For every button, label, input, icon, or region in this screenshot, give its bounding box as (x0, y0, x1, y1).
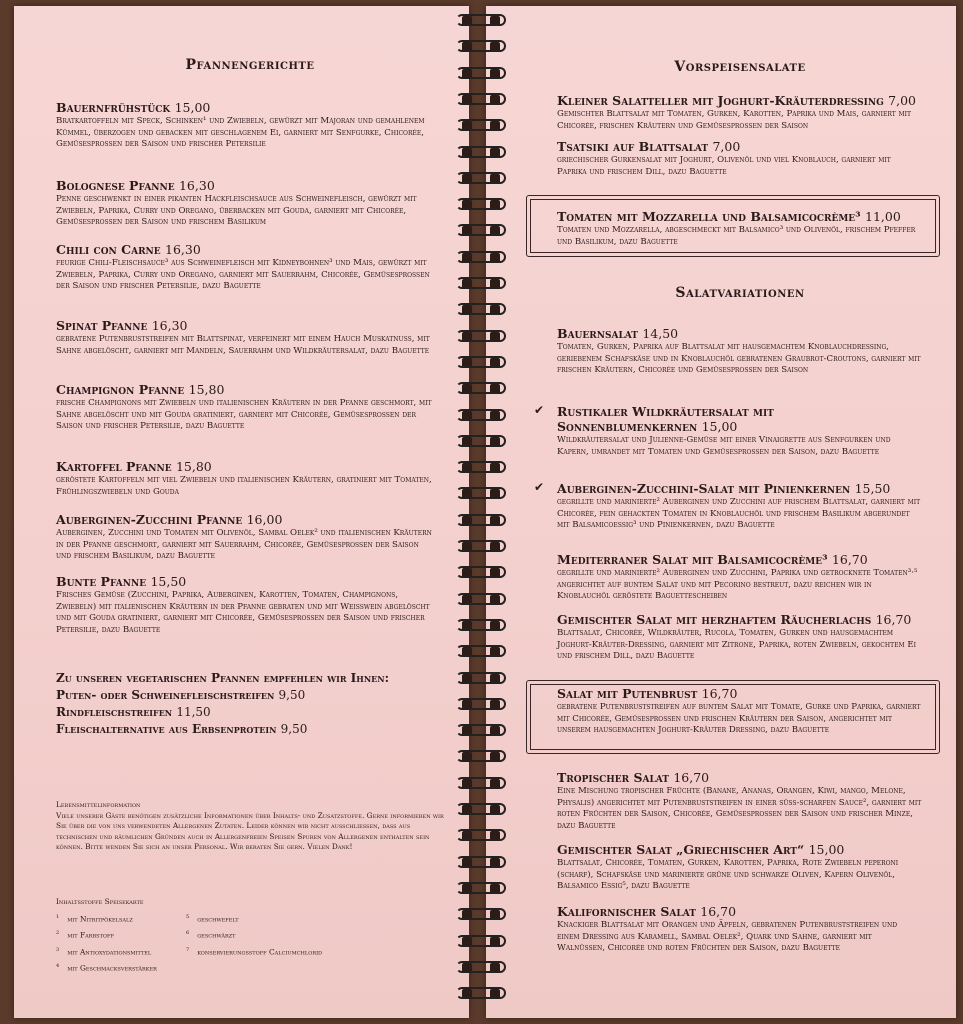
spiral-coil (452, 540, 510, 554)
heading-salatvariationen: Salatvariationen (675, 285, 805, 301)
item-price: 15,50 (150, 574, 187, 589)
spiral-coil (452, 908, 510, 922)
menu-item (557, 612, 922, 663)
item-price: 16,70 (831, 552, 868, 567)
info-text: Viele unserer Gäste benötigen zusätzliche Informationen über Inhalts- und Zusatzstoffe. Gerne informieren wir Sie über die von uns verwendeten Allergenen Zutaten. Leider können wir nicht ausschließen, dass aus technischen und räumlichen Gründen auch in Allergenfreien Speisen Spuren von Allergenen enthalten sein können. Bitte wenden Sie sich an unser Personal. Wir beraten Sie gern. Vielen Dank! (56, 810, 444, 851)
spiral-coil (452, 987, 510, 1001)
spiral-coil (452, 119, 510, 133)
spiral-coil (452, 251, 510, 265)
item-description: frische Champignons mit Zwiebeln und italienischen Kräutern in der Pfanne geschmort, mit Sahne abgelöscht und mit Gouda gratiniert, garniert mit Chicorée, Gemüsesprossen der Saison und frischer Petersilie, dazu Baguette (56, 398, 432, 431)
item-price: 14,50 (642, 326, 679, 341)
item-name: Spinat Pfanne (56, 318, 148, 333)
item-price: 15,00 (808, 842, 845, 857)
legend-title: Inhaltsstoffe Speisekarte (56, 897, 144, 906)
item-name: Bauernfrühstück (56, 100, 171, 115)
vegi-option: Puten- oder Schweinefleischstreifen (56, 688, 275, 702)
legend-text: mit Nitritpökelsalz (67, 914, 133, 924)
item-name: Gemischter Salat mit herzhaftem Räucherlachs (557, 612, 872, 627)
item-description: Knackiger Blattsalat mit Orangen und Äpfeln, gebratenen Putenbruststreifen und einem Dressing aus Karamell, Sambal Oelek², Quark und Sahne, garniert mit Walnüssen, Chicorée und roten Früchten der Saison, dazu Baguette (557, 920, 898, 953)
item-description: Frisches Gemüse (Zucchini, Paprika, Auberginen, Karotten, Tomaten, Champignons, Zwiebeln) mit italienischen Kräutern in der Pfanne gebraten und mit Weisswein abgelöscht und mit Gouda gratiniert, garniert mit Chicorée, Gemüsesprossen der Saison und frischer Petersilie, dazu Baguette (56, 590, 430, 635)
vegetarian-addons (56, 670, 389, 738)
spiral-coil (452, 330, 510, 344)
spiral-coil (452, 566, 510, 580)
spiral-coil (452, 409, 510, 423)
item-name: Bauernsalat (557, 326, 638, 341)
item-price: 16,00 (246, 512, 283, 527)
item-name: Tsatsiki auf Blattsalat (557, 139, 709, 154)
item-price: 16,30 (165, 242, 201, 257)
legend-num: 2 (56, 930, 60, 937)
item-price: 15,80 (188, 382, 225, 397)
menu-item (557, 552, 922, 603)
heading-pfannengerichte: Pfannengerichte (185, 57, 315, 73)
legend-num: 5 (186, 914, 190, 920)
spiral-coil (452, 829, 510, 843)
item-description: feurige Chili-Fleischsauce³ aus Schweinefleisch mit Kidneybohnen³ und Mais, gewürzt mit Zwiebeln, Paprika, Curry und Oregano, garniert mit Sauerrahm, Chicorée, Gemüsesprossen der Saison und frischer Petersilie, dazu Baguette (56, 258, 430, 291)
menu-item (557, 770, 922, 832)
info-title: Lebensmittelinformation (56, 800, 141, 809)
spiral-coil (452, 593, 510, 607)
vegi-title: Zu unseren vegetarischen Pfannen empfehlen wir Ihnen: (56, 671, 390, 685)
item-price: 11,00 (865, 209, 901, 224)
spiral-coil (452, 356, 510, 370)
ingredients-legend (56, 896, 356, 973)
menu-item (557, 139, 922, 178)
menu-item (56, 178, 436, 229)
item-name: Bunte Pfanne (56, 574, 147, 589)
item-name: Kalifornischer Salat (557, 904, 696, 919)
item-name: Gemischter Salat „Griechischer Art“ (557, 842, 805, 857)
menu-item (557, 93, 922, 132)
menu-item (557, 209, 922, 248)
item-price: 15,50 (854, 481, 891, 496)
spiral-coil (452, 856, 510, 870)
item-name: Tomaten mit Mozzarella und Balsamicocrème³ (557, 209, 861, 224)
item-description: geröstete Kartoffeln mit viel Zwiebeln und italienischen Kräutern, gratiniert mit Tomaten, Frühlingszwiebeln und Gouda (56, 475, 432, 497)
vegi-option: Fleischalternative aus Erbsenprotein (56, 722, 277, 736)
item-name: Salat mit Putenbrust (557, 686, 698, 701)
menu-item (557, 904, 922, 955)
item-price: 15,00 (701, 419, 738, 434)
menu-item (557, 326, 922, 377)
item-price: 7,00 (712, 139, 741, 154)
spiral-coil (452, 382, 510, 396)
menu-item (56, 512, 436, 563)
item-price: 16,70 (700, 904, 737, 919)
item-description: gebratene Putenbruststreifen mit Blattspinat, verfeinert mit einem Hauch Muskatnuss, mit Sahne abgelöscht, garniert mit Mandeln, Sauerrahm und Wildkräutersalat, dazu Baguette (56, 334, 430, 356)
spiral-coil (452, 303, 510, 317)
menu-item (56, 100, 436, 151)
item-description: Bratkartoffeln mit Speck, Schinken¹ und Zwiebeln, gewürzt mit Majoran und gemahlenem Kümmel, überzogen und gebacken mit geschlagenem Ei, garniert mit Senfgurke, Chicorée, Gemüsesprossen der Saison und frischer Petersilie (56, 116, 425, 149)
checkmark-icon: ✔ (534, 480, 545, 494)
item-price: 15,00 (174, 100, 211, 115)
vegi-price: 11,50 (176, 705, 211, 719)
item-name: Bolognese Pfanne (56, 178, 175, 193)
legend-column-1 (56, 910, 157, 976)
allergen-info (56, 800, 446, 853)
legend-text: mit Antioxydationsmittel (67, 947, 152, 957)
item-description: griechischer Gurkensalat mit Joghurt, Olivenöl und viel Knoblauch, garniert mit Paprika und frischem Dill, dazu Baguette (557, 155, 891, 177)
item-name: Auberginen-Zucchini-Salat mit Pinienkernen (557, 481, 851, 496)
spiral-coil (452, 198, 510, 212)
legend-num: 3 (56, 946, 60, 953)
spiral-coil (452, 645, 510, 659)
item-description: Blattsalat, Chicorée, Wildkräuter, Rucola, Tomaten, Gurken und hausgemachtem Joghurt-Kräuter-Dressing, garniert mit Zitrone, Paprika, roten Zwiebeln, gekochtem Ei und frischem Dill, dazu Baguette (557, 628, 916, 661)
legend-text: geschwärzt (197, 930, 236, 940)
vegi-price: 9,50 (280, 722, 308, 736)
legend-column-2 (186, 910, 322, 959)
spiral-coil (452, 93, 510, 107)
item-description: Wildkräutersalat und Julienne-Gemüse mit einer Vinaigrette aus Senfgurken und Kapern, umrandet mit Tomaten und Gemüsesprossen der Saison, dazu Baguette (557, 435, 891, 457)
spiral-coil (452, 435, 510, 449)
spiral-coil (452, 619, 510, 633)
item-name: Chili con Carne (56, 242, 161, 257)
spiral-coil (452, 961, 510, 975)
spiral-coil (452, 277, 510, 291)
vegi-option: Rindfleischstreifen (56, 705, 173, 719)
item-description: Tomaten und Mozzarella, abgeschmeckt mit Balsamico³ und Olivenöl, frischem Pfeffer und Basilikum, dazu Baguette (557, 225, 916, 247)
spiral-coil (452, 698, 510, 712)
item-name: Kartoffel Pfanne (56, 459, 172, 474)
menu-item (557, 686, 922, 737)
legend-num: 7 (186, 946, 190, 953)
item-description: gegrillte und marinierte² Auberginen und Zucchini auf frischem Blattsalat, garniert mit Chicorée, fein gehackten Tomaten in Knoblauchöl und frischem Basilikum abgerundet mit Balsamicoessig³ und Pinienkernen, dazu Baguette (557, 497, 921, 530)
legend-num: 1 (56, 914, 60, 920)
item-description: gebratene Putenbruststreifen auf buntem Salat mit Tomate, Gurke und Paprika, garniert mit Chicorée, Gemüsesprossen und frischen Kräutern der Saison, angerichtet mit unserem hausgemachten Joghurt-Kräuter Dressing, dazu Baguette (557, 702, 921, 735)
item-name: Tropischer Salat (557, 770, 669, 785)
spiral-coil (452, 67, 510, 81)
menu-item (56, 318, 436, 357)
spiral-coil (452, 935, 510, 949)
heading-vorspeisensalate: Vorspeisensalate (674, 59, 806, 75)
menu-item (557, 404, 891, 458)
item-name: Auberginen-Zucchini Pfanne (56, 512, 243, 527)
spiral-coil (452, 777, 510, 791)
item-name: Mediterraner Salat mit Balsamicocrème³ (557, 552, 828, 567)
item-description: Gemischter Blattsalat mit Tomaten, Gurken, Karotten, Paprika und Mais, garniert mit Chicorée, frischen Kräutern und Gemüsesprossen der Saison (557, 109, 912, 131)
menu-item (56, 382, 436, 433)
spiral-coil (452, 882, 510, 896)
item-price: 16,30 (178, 178, 215, 193)
item-description: Auberginen, Zucchini und Tomaten mit Olivenöl, Sambal Oelek² und italienischen Kräutern in der Pfanne geschmort, garniert mit Sauerrahm, Chicorée, Gemüsesprossen der Saison und frischem Basilikum, dazu Baguette (56, 528, 432, 561)
item-price: 16,70 (673, 770, 710, 785)
item-description: Penne geschwenkt in einer pikanten Hackfleischsauce aus Schweinefleisch, gewürzt mit Zwiebeln, Paprika, Curry und Oregano, überbacken mit Gouda, garniert mit Chicorée, Gemüsesprossen der Saison und frischem Basilikum (56, 194, 417, 227)
legend-text: mit Geschmacksverstärker (67, 963, 157, 973)
menu-item (56, 242, 436, 293)
legend-num: 6 (186, 930, 190, 937)
spiral-coil (452, 514, 510, 528)
legend-text: konservierungsstoff Calciumchlorid (197, 947, 323, 957)
item-name: Rustikaler Wildkräutersalat mit Sonnenblumenkernen (557, 404, 774, 434)
spiral-coil (452, 40, 510, 54)
item-price: 16,70 (701, 686, 738, 701)
item-description: Blattsalat, Chicorée, Tomaten, Gurken, Karotten, Paprika, Rote Zwiebeln peperoni (scharf), Schafskäse und marinierte grüne und schwarze Oliven, Kapern Olivenöl, Balsamico Essig⁵, dazu Baguette (557, 858, 899, 891)
item-name: Champignon Pfanne (56, 382, 185, 397)
item-price: 16,30 (151, 318, 188, 333)
item-price: 15,80 (175, 459, 212, 474)
legend-text: mit Farbstoff (67, 930, 114, 940)
item-name: Kleiner Salatteller mit Joghurt-Kräuterdressing (557, 93, 884, 108)
spiral-coil (452, 803, 510, 817)
spiral-coil (452, 224, 510, 238)
spiral-coil (452, 14, 510, 28)
item-price: 7,00 (888, 93, 916, 108)
checkmark-icon: ✔ (534, 403, 545, 417)
spiral-coil (452, 672, 510, 686)
item-description: Eine Mischung tropischer Früchte (Banane, Ananas, Orangen, Kiwi, mango, Melone, Physalis) angerichtet mit Putenbruststreifen in einer süss-scharfen Sauce², garniert mit roten Früchten der Saison, Chicorée, Gemüsesprossen der Saison und frischer Minze, dazu Baguette (557, 786, 922, 831)
menu-item (557, 842, 922, 893)
spiral-coil (452, 461, 510, 475)
spiral-coil (452, 724, 510, 738)
spiral-coil (452, 750, 510, 764)
spiral-binding (452, 14, 512, 1014)
spiral-coil (452, 146, 510, 160)
vegi-price: 9,50 (278, 688, 306, 702)
item-description: gegrillte und marinierte² Auberginen und Zucchini, Paprika und getrocknete Tomaten³·⁵ angerichtet auf buntem Salat und mit Pecorino bestreut, dazu reichen wir in Knoblauchöl geröstete Baguettescheiben (557, 568, 918, 601)
menu-item (56, 574, 436, 636)
menu-item (557, 481, 922, 532)
menu-item (56, 459, 436, 498)
legend-num: 4 (56, 963, 60, 970)
spiral-coil (452, 487, 510, 501)
item-price: 16,70 (875, 612, 912, 627)
legend-text: geschwefelt (197, 914, 239, 924)
spiral-coil (452, 172, 510, 186)
item-description: Tomaten, Gurken, Paprika auf Blattsalat mit hausgemachtem Knoblauchdressing, geriebenem Schafskäse und in Knoblauchöl gebratenen Graubrot-Croutons, garniert mit frischen Kräutern, Chicorée und Gemüsesprossen der Saison (557, 342, 921, 375)
